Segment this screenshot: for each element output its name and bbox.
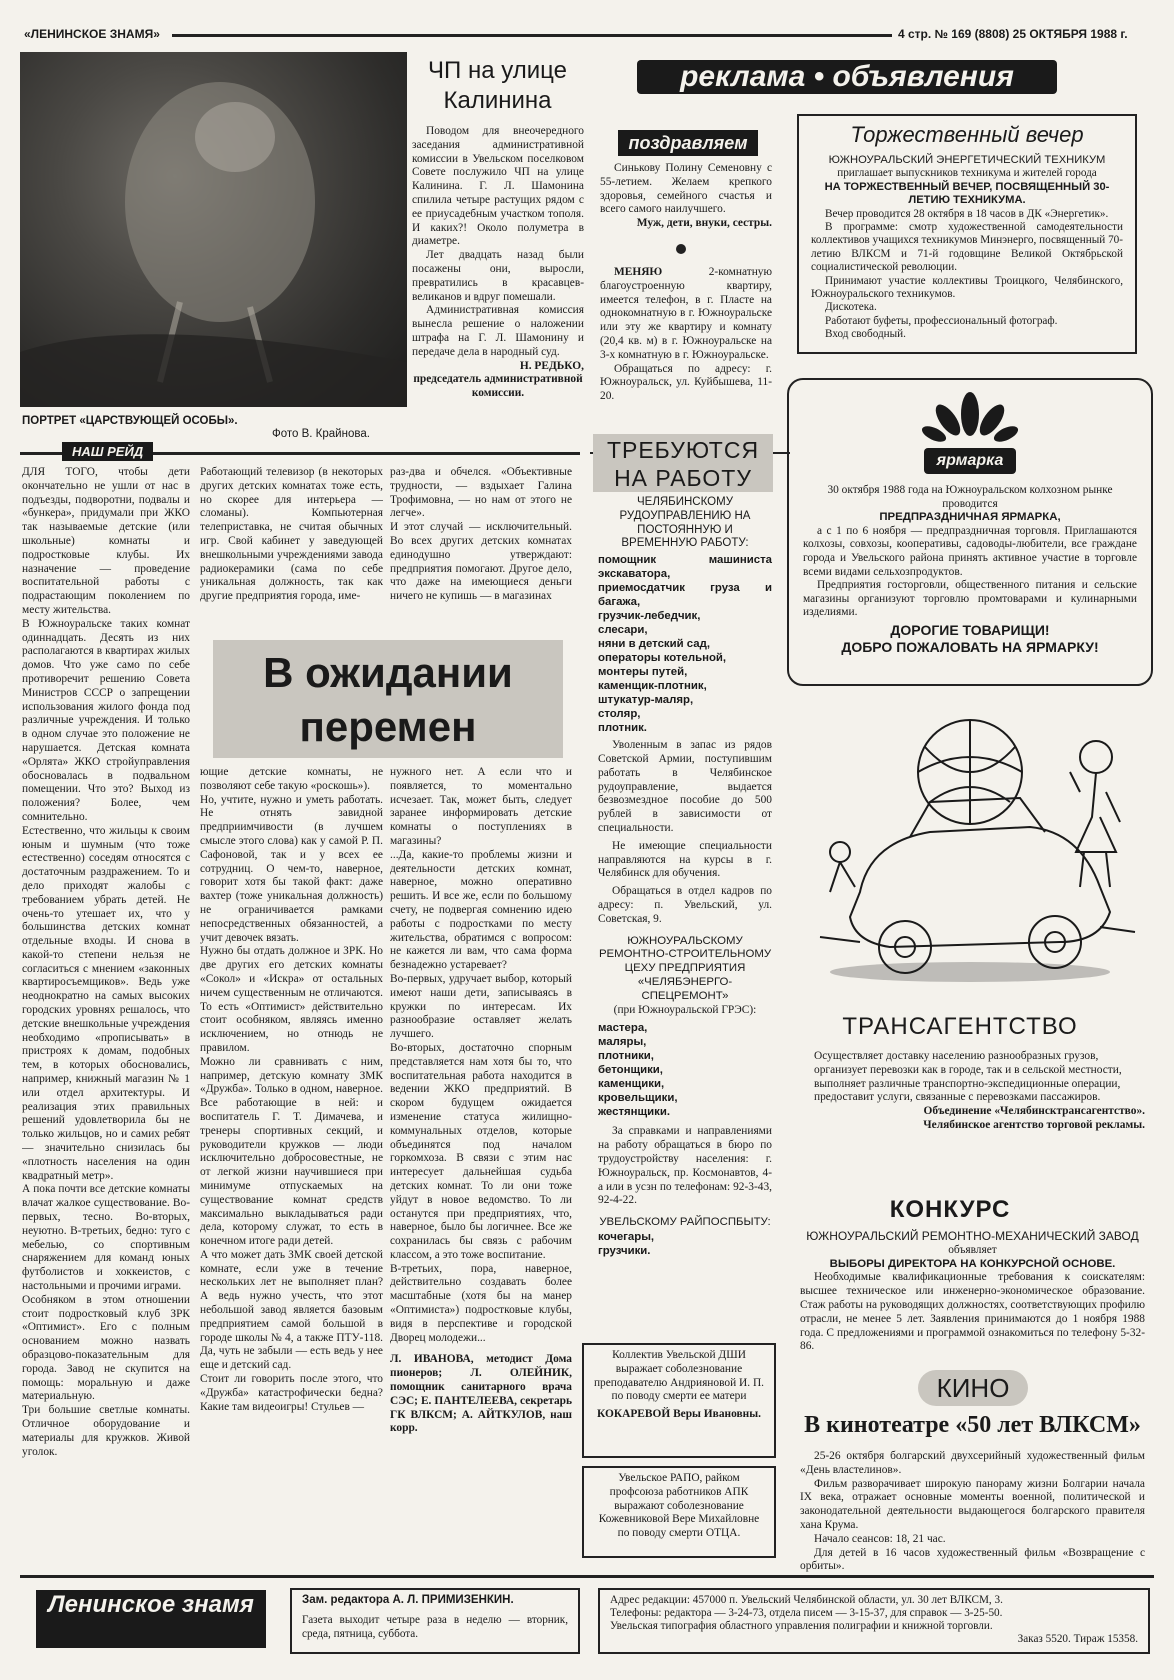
exchange	[600, 266, 772, 404]
contest	[800, 1230, 1145, 1354]
job-item: приемосдатчик груза и багажа,	[598, 582, 772, 609]
job-item: кровельщики,	[598, 1092, 678, 1105]
evening-org: ЮЖНОУРАЛЬСКИЙ ЭНЕРГЕТИЧЕСКИЙ ТЕХНИКУМ	[828, 154, 1106, 166]
bird-photo	[20, 52, 407, 407]
fair-text1: а с 1 по 6 ноября — предпраздничная торговля. Приглашаются колхозы, совхозы, кооперативы, садоводы-любители, все граждане города и Увельского района принять активное участие в торговле всеми видами сельхозпродуктов.	[803, 524, 1137, 578]
cinema	[800, 1450, 1145, 1574]
evening-disco: Дискотека.	[825, 301, 877, 314]
cinema-title: В кинотеатре «50 лет ВЛКСМ»	[804, 1412, 1141, 1438]
jobs-note2: Не имеющие специальности направляются на курсы в г. Челябинск для обучения.	[598, 839, 772, 880]
cinema-p1: 25-26 октября болгарский двухсерийный художественный фильм «День властелинов».	[800, 1450, 1145, 1476]
job-item: слесари,	[598, 624, 648, 637]
footer-printer: Увельская типография областного управления полиграфии и книжной торговли.	[610, 1620, 993, 1632]
jobs-title-box	[593, 434, 773, 492]
job-item: маляры,	[598, 1036, 647, 1049]
evening-entry: Вход свободный.	[825, 328, 906, 341]
job-item: столяр,	[598, 708, 641, 721]
jobs-list1	[598, 553, 772, 735]
condolence1-name: КОКАРЕВОЙ Веры Ивановны.	[597, 1408, 761, 1421]
footer-phones: Телефоны: редактора — 3-24-73, отдела писем — 3-15-37, для справок — 3-25-50.	[610, 1607, 1003, 1619]
evening-when: Вечер проводится 28 октября в 18 часов в ДК «Энергетик».	[825, 207, 1109, 220]
fair-call1: ДОРОГИЕ ТОВАРИЩИ!	[890, 621, 1050, 638]
footer-order: Заказ 5520. Тираж 15358.	[1017, 1633, 1138, 1645]
evening-event: НА ТОРЖЕСТВЕННЫЙ ВЕЧЕР, ПОСВЯЩЕННЫЙ 30-ЛЕТИЮ ТЕХНИКУМА.	[824, 180, 1110, 207]
job-item: монтеры путей,	[598, 666, 688, 679]
fair-text2: Предприятия госторговли, общественного питания и сельские магазины организуют торговлю промтоварами и кулинарными изделиями.	[803, 579, 1137, 619]
exchange-text: 2-комнатную благоустроенную квартиру, имеется телефон, в г. Пласте на однокомнатную в г. Южноуральске или эту же квартиру и комнату (20,4 кв. м) в г. Южноуральске на 3-х комнатную в г. Южноуральске.	[600, 266, 772, 361]
exchange-lead: МЕНЯЮ	[614, 266, 663, 278]
job-item: мастера,	[598, 1022, 648, 1035]
raid-col1: ДЛЯ ТОГО, чтобы дети окончательно не ушли от нас в подъезды, подворотни, подвалы и «бункера», придумали при ЖКО так называемые детские (или школьные) комнаты и подростковые клубы. Их назначение — проведение воспитательной работы с подрастающим поколением по месту жительства. В Южноуральске таких комнат одиннадцать. Десять из них располагаются в квартирах жилых домов. Что уже само по себе противоречит решению Совета Министров СССР о запрещении использования жилого фонда под различные учреждения. И только в одном случае это положение не нарушается. Детская комната «Орлята» ЖКО стройуправления обосновалась в подвальном помещении. Что это? Выход из положения? Более, чем сомнительно. Естественно, что жильцы к своим юным и шумным (что тоже естественно) соседям относятся с достаточным раздражением. То и дело приходят жалобы с требованием убрать детей. Не очень-то утешает их, что у большинства детских комнат отдельные входы. И снова в какой-то степени нельзя не согласиться с мнением «законных квартиросъемщиков». Ведь уже неоднократно на самых высоких городских уровнях решалось, что детские внешкольные учреждения необходимо «прописывать» в пристроях к домам, подобных тем, в которых обосновались, например, книжный магазин № 1 или отдел архитектуры. И реализация этих правильных решений удовлетворила бы не только жильцов, но и самих ребят — значительно снизилась бы «плотность населения на один квадратный метр». А пока почти все детские комнаты влачат жалкое существование. Во-первых, тесно. Во-вторых, неуютно. В-третьих, бедно: туго с мебелью, со спортивным снаряжением для команд юных футболистов и хоккеистов, с настольными и прочими играми. Особняком в этом отношении стоит подростковый клуб ЗРК «Оптимист». Его с полным основанием можно назвать образцово-показательным для города. Завод не скупится на помощь: моральную и даже материальную. Три большие светлые комнаты. Отличное оборудование и материалы для кружков. Живой уголок.	[22, 466, 190, 1458]
chp-text	[412, 125, 584, 401]
condolence-box-1	[582, 1343, 776, 1458]
fair-call2: ДОБРО ПОЖАЛОВАТЬ НА ЯРМАРКУ!	[841, 638, 1099, 655]
raid-sig: Л. ИВАНОВА, методист Дома пионеров; Л. ОЛЕЙНИК, помощник санитарного врача СЭС; Е. ПАНТЕЛЕЕВА, секретарь ГК ВЛКСМ; А. АЙТКУЛОВ, наш корр.	[390, 1353, 572, 1435]
cinema-p3: Начало сеансов: 18, 21 час.	[814, 1532, 946, 1545]
job-item: штукатур-маляр,	[598, 694, 694, 707]
raid-headline-box	[213, 640, 563, 758]
trans-p2: организует перевозки как в городе, так и в сельской местности,	[814, 1063, 1122, 1076]
evening-invite: приглашает выпускников техникума и жителей города	[837, 167, 1097, 180]
contest-org: ЮЖНОУРАЛЬСКИЙ РЕМОНТНО-МЕХАНИЧЕСКИЙ ЗАВОД	[806, 1229, 1139, 1243]
condolence1-text: Коллектив Увельской ДШИ выражает соболезнование преподавателю Андрияновой И. П. по поводу смерти ее матери	[593, 1349, 765, 1403]
trans-p1: Осуществляет доставку населению разнообразных грузов,	[814, 1050, 1099, 1062]
raid-col3a: раз-два и обчелся. «Объективные трудности, — вздыхает Галина Трофимовна, — но нам от этого не легче». И этот случай — исключительный. Во всех других детских комнатах единодушно утверждают: предприятия помогают. Другое дело, что даже на имеющиеся деньги ничего не купишь — в магазинах	[390, 466, 572, 603]
job-item: плотники,	[598, 1050, 654, 1063]
photo-credit: Фото В. Крайнова.	[272, 428, 370, 440]
jobs-list2	[598, 1021, 772, 1119]
raid-rubric: НАШ РЕЙД	[62, 442, 153, 461]
trans-p4: предоставит услуги, связанные с перевозками пассажиров.	[814, 1091, 1101, 1104]
jobs-employer3: УВЕЛЬСКОМУ РАЙПОСПБЫТУ:	[599, 1216, 771, 1229]
chp-sig2: председатель административной комиссии.	[413, 373, 583, 400]
job-item: грузчики.	[598, 1244, 651, 1257]
trans	[800, 1050, 1145, 1133]
fair-lead: 30 октября 1988 года на Южноуральском колхозном рынке проводится	[827, 484, 1113, 510]
footer-logo: Ленинское знамя	[36, 1590, 266, 1648]
job-item: каменщики,	[598, 1078, 665, 1091]
job-item: помощник машиниста экскаватора,	[598, 554, 772, 581]
condolence2-text: Увельское РАПО, райком профсоюза работников АПК выражают соболезнование Кожевниковой Вере Михайловне по поводу смерти ОТЦА.	[598, 1472, 760, 1540]
cinema-p2: Фильм разворачивает широкую панораму жизни Болгарии начала IX века, отражает основные моменты военной, политической и законодательной деятельности выдающегося болгарского правителя хана Крума.	[800, 1477, 1145, 1531]
footer-schedule: Газета выходит четыре раза в неделю — вторник, среда, пятница, суббота.	[302, 1613, 568, 1640]
greeting-tag: поздравляем	[618, 130, 758, 156]
raid-headline: В ожидании перемен	[263, 649, 513, 750]
chp-title: ЧП на улице Калинина	[428, 57, 567, 114]
trans-p3: выполняет различные транспортно-экспедиционные операции,	[814, 1077, 1121, 1090]
raid-col3b	[390, 766, 572, 1562]
chp-sig1: Н. РЕДЬКО,	[519, 359, 584, 372]
job-item: каменщик-плотник,	[598, 680, 707, 693]
raid-col2b: ющие детские комнаты, не позволяют себе такую «роскошь»). Но, учтите, нужно и уметь работать. Не отнять завидной предприимчивости (в лучшем смысле этого слова) как у самой Р. П. Сафоновой, так и у всех ее сотрудниц. О чем-то, наверное, говорит хотя бы такой факт: даже вахтер (тоже уникальная должность) не ограничивается рамками непосредственных обязанностей, а учит девочек вязать. Нужно бы отдать должное и ЗРК. Но две других его детских комнаты «Сокол» и «Искра» от остальных ничем существенным не отличаются. То есть «Оптимист» действительно стоит особняком, являясь именно исключением, но отнюдь не правилом. Можно ли сравнивать с ним, например, детскую комнату ЗМК «Дружба». Только в одном, наверное. Все работающие в ней: и воспитатель Г. Т. Димачева, и тренеры спортивных секций, и руководители кружков — люди исключительно добросовестные, не от легкой жизни научившиеся при минимуме отпускаемых на существование комнат средств максимально выкладываться ради дела, которому служат, то есть в конечном итоге ради детей. А что может дать ЗМК своей детской комнате, если уже в течение нескольких лет не выполняет план? А ведь нужно учесть, что этот небольшой завод является базовым предприятием самой большой в городе школы № 4, а также ПТУ-118. Да, чуть не забыли — есть ведь у нее еще и детский сад. Стоит ли говорить после этого, что «Дружба» катастрофически бедна? Какие там видеоигры! Стульев —	[200, 766, 383, 1413]
job-item: операторы котельной,	[598, 652, 727, 665]
contest-announces: объявляет	[948, 1243, 997, 1256]
contest-title: КОНКУРС	[889, 1196, 1011, 1223]
job-item: грузчик-лебедчик,	[598, 610, 701, 623]
jobs-employer2: ЮЖНОУРАЛЬСКОМУ РЕМОНТНО-СТРОИТЕЛЬНОМУ ЦЕХУ ПРЕДПРИЯТИЯ «ЧЕЛЯБЭНЕРГО-СПЕЦРЕМОНТ»	[598, 934, 772, 1002]
trans-title: ТРАНСАГЕНТСТВО	[842, 1013, 1078, 1040]
jobs-note1: Уволенным в запас из рядов Советской Армии, поступившим работать в Челябинское рудоуправление, выдается безвозмездное пособие до 500 рублей в зависимости от специальности.	[598, 739, 772, 834]
trans-sig2: Челябинское агентство торговой рекламы.	[923, 1118, 1145, 1131]
photo-caption: ПОРТРЕТ «ЦАРСТВУЮЩЕЙ ОСОБЫ».	[22, 415, 238, 427]
cinema-p4: Для детей в 16 часов художественный фильм «Возвращение с орбиты».	[800, 1546, 1145, 1573]
footer-editor-box	[290, 1588, 580, 1654]
contest-text: Необходимые квалификационные требования к соискателям: высшее техническое или инженерно-экономическое образование. Стаж работы на руководящих должностях, соответствующих профилю отрасли, не менее 5 лет. Заявления принимаются до 1 ноября 1988 года. С предложениями и программой ознакомиться по телефону 5-32-86.	[800, 1271, 1145, 1353]
jobs-note3: Обращаться в отдел кадров по адресу: п. Увельский, ул. Советская, 9.	[598, 885, 772, 925]
footer-address-box	[598, 1588, 1150, 1654]
evening-box	[797, 114, 1137, 354]
fair-title: ПРЕДПРАЗДНИЧНАЯ ЯРМАРКА,	[879, 511, 1061, 524]
chp-p3: Административная комиссия вынесла решение о наложении штрафа на Г. Л. Шамонину и передаче дела в народный суд.	[412, 304, 584, 358]
job-item: плотник.	[598, 722, 647, 735]
job-item: бетонщики,	[598, 1064, 663, 1077]
greeting-sig: Муж, дети, внуки, сестры.	[636, 217, 772, 230]
fair-box	[787, 378, 1153, 686]
masthead-paper-name: «ЛЕНИНСКОЕ ЗНАМЯ»	[24, 27, 160, 41]
bird-silhouette-icon	[20, 52, 407, 407]
job-item: жестянщики.	[598, 1106, 671, 1119]
fair-logo-text: ярмарка	[936, 452, 1004, 469]
bullet-dot-icon	[676, 244, 686, 254]
ads-banner: реклама • объявления	[637, 60, 1057, 94]
jobs-title: ТРЕБУЮТСЯ НА РАБОТУ	[606, 437, 760, 491]
raid-col2a: Работающий телевизор (в некоторых других детских комнатах тоже есть, но скорее для интерьера — сломаны). Компьютерная телеприставка, не считая обычных игр. Свой кабинет у заведующей внешкольными учреждениями завода радиокерамики (сама по себе уникальная должность, так как другие предприятия города, име-	[200, 466, 383, 603]
condolence-box-2	[582, 1466, 776, 1558]
raid-col3b-text: нужного нет. А если что и появляется, то моментально исчезает. Так, может быть, следует заранее информировать детские комнаты о поступлениях в магазины? ...Да, какие-то проблемы жизни и деятельности детских комнат, наверное, можно оперативно решить. И все же, если по большому счету, не подвергая сомнению идею работы с подростками по месту жительства, обратимся с вопросом: не кажется ли вам, что сама форма безнадежно устаревает? Во-первых, удручает выбор, который имеют наши дети, записываясь в кружки по интересам. Их разнообразие оставляет желать лучшего. Во-вторых, достаточно спорным представляется нам хотя бы то, что воспитательная работа находится в ведении ЖКО предприятий. В скором будущем ожидается изменение статуса жилищно-коммунальных отделов, которые объединятся под началом горкомхоза. В связи с этим нас интересует дальнейшая судьба детских комнат. То ли они тоже уйдут в новое ведомство. То ли останутся при предприятиях, что, наверное, было бы логичнее. Все же сохранилась бы связь с рабочим классом, а это тоже воспитание. В-третьих, пора, наверное, действительно создавать более масштабные (хотя бы на манер «Оптимиста») подростковые клубы, видя в перспективе и городской Дворец молодежи...	[390, 766, 572, 1344]
evening-participants: Принимают участие коллективы Троицкого, Челябинского, Южноуральского техникумов.	[811, 274, 1123, 301]
evening-program: В программе: смотр художественной самодеятельности коллективов учащихся техникумов Минэнерго, посвященный 70-летию ВЛКСМ и 71-й годовщине Великой Октябрьской социалистической революции.	[811, 221, 1123, 274]
jobs	[598, 496, 772, 1258]
greeting-text: Синькову Полину Семеновну с 55-летием. Желаем крепкого здоровья, семейного счастья и всего самого наилучшего.	[600, 162, 772, 216]
evening-services: Работают буфеты, профессиональный фотограф.	[825, 314, 1058, 327]
job-item: няни в детский сад,	[598, 638, 710, 651]
greeting	[600, 162, 772, 231]
jobs-list3	[598, 1230, 772, 1258]
cinema-tag: КИНО	[918, 1370, 1028, 1406]
footer-rule	[20, 1575, 1154, 1578]
masthead-issue: 4 стр. № 169 (8808) 25 ОКТЯБРЯ 1988 г.	[898, 27, 1128, 41]
trans-sig1: Объединение «Челябинсктрансагентство».	[923, 1105, 1145, 1118]
masthead-rule	[172, 34, 892, 37]
chp-p2: Лет двадцать назад были посажены они, выросли, превратились в красавцев-великанов и вдруг помешали.	[412, 249, 584, 303]
jobs-employer1: ЧЕЛЯБИНСКОМУ РУДОУПРАВЛЕНИЮ НА ПОСТОЯННУЮ И ВРЕМЕННУЮ РАБОТУ:	[619, 496, 751, 550]
footer-address: Адрес редакции: 457000 п. Увельский Челябинской области, ул. 30 лет ВЛКСМ, 3.	[610, 1594, 1003, 1606]
evening-title: Торжественный вечер	[850, 122, 1084, 147]
job-item: кочегары,	[598, 1230, 655, 1243]
jobs-employer2b: (при Южноуральской ГРЭС):	[613, 1003, 757, 1016]
footer-editor: Зам. редактора А. Л. ПРИМИЗЕНКИН.	[302, 1594, 514, 1606]
chp-p1: Поводом для внеочередного заседания административной комиссии в Увельском поселковом Совете послужило ЧП на улице Калинина. Г. Л. Шамонина спилила четыре растущих рядом с ее приусадебным участком тополя. И каких?! Около полуметра в диаметре.	[412, 125, 584, 248]
car-illustration-icon	[800, 702, 1140, 1002]
jobs-note4: За справками и направлениями на работу обращаться в бюро по трудоустройству населения: г. Южноуральск, пр. Космонавтов, 4-а или в усзн по телефонам: 92-3-43, 92-4-22.	[598, 1125, 772, 1207]
contest-subject: ВЫБОРЫ ДИРЕКТОРА НА КОНКУРСНОЙ ОСНОВЕ.	[829, 1257, 1116, 1270]
exchange-address: Обращаться по адресу: г. Южноуральск, ул. Куйбышева, 11-20.	[600, 362, 772, 403]
